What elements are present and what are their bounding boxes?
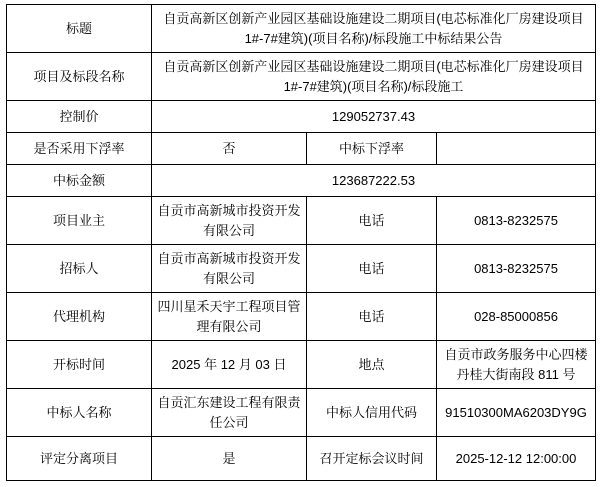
row-label: 项目及标段名称 — [7, 53, 152, 101]
row-label: 代理机构 — [7, 293, 152, 341]
row-label: 中标金额 — [7, 165, 152, 197]
table-row — [7, 165, 596, 197]
row-value: 129052737.43 — [152, 101, 596, 133]
row-label-secondary: 召开定标会议时间 — [307, 437, 437, 481]
row-label-secondary: 电话 — [307, 245, 437, 293]
row-label: 评定分离项目 — [7, 437, 152, 481]
row-value-secondary: 028-85000856 — [437, 293, 596, 341]
row-label: 是否采用下浮率 — [7, 133, 152, 165]
table-row — [7, 53, 596, 101]
row-label-secondary: 中标人信用代码 — [307, 389, 437, 437]
row-label: 标题 — [7, 5, 152, 53]
table-row — [7, 293, 596, 341]
row-value: 自贡汇东建设工程有限责任公司 — [152, 389, 307, 437]
table-row — [7, 245, 596, 293]
table-row — [7, 341, 596, 389]
row-value: 自贡高新区创新产业园区基础设施建设二期项目(电芯标准化厂房建设项目 1#-7#建筑)(项目名称)/标段施工 — [152, 53, 596, 101]
row-value: 2025 年 12 月 03 日 — [152, 341, 307, 389]
row-label-secondary: 电话 — [307, 197, 437, 245]
row-label: 项目业主 — [7, 197, 152, 245]
row-value: 四川星禾天宇工程项目管理有限公司 — [152, 293, 307, 341]
row-label-secondary: 电话 — [307, 293, 437, 341]
row-value-secondary: 2025-12-12 12:00:00 — [437, 437, 596, 481]
row-value-secondary: 91510300MA6203DY9G — [437, 389, 596, 437]
row-label: 招标人 — [7, 245, 152, 293]
row-value: 自贡市高新城市投资开发有限公司 — [152, 197, 307, 245]
row-label: 控制价 — [7, 101, 152, 133]
row-value: 是 — [152, 437, 307, 481]
table-row — [7, 437, 596, 481]
row-label-secondary: 地点 — [307, 341, 437, 389]
bid-result-table — [6, 4, 596, 481]
table-row — [7, 101, 596, 133]
table-row — [7, 133, 596, 165]
row-label-secondary: 中标下浮率 — [307, 133, 437, 165]
row-value-secondary: 0813-8232575 — [437, 245, 596, 293]
row-value-secondary: 0813-8232575 — [437, 197, 596, 245]
row-value-secondary — [437, 133, 596, 165]
row-value: 123687222.53 — [152, 165, 596, 197]
table-row — [7, 389, 596, 437]
table-row — [7, 5, 596, 53]
row-label: 开标时间 — [7, 341, 152, 389]
row-label: 中标人名称 — [7, 389, 152, 437]
row-value-secondary: 自贡市政务服务中心四楼丹桂大街南段 811 号 — [437, 341, 596, 389]
table-row — [7, 197, 596, 245]
row-value: 自贡市高新城市投资开发有限公司 — [152, 245, 307, 293]
row-value: 否 — [152, 133, 307, 165]
row-value: 自贡高新区创新产业园区基础设施建设二期项目(电芯标准化厂房建设项目 1#-7#建筑)(项目名称)/标段施工中标结果公告 — [152, 5, 596, 53]
